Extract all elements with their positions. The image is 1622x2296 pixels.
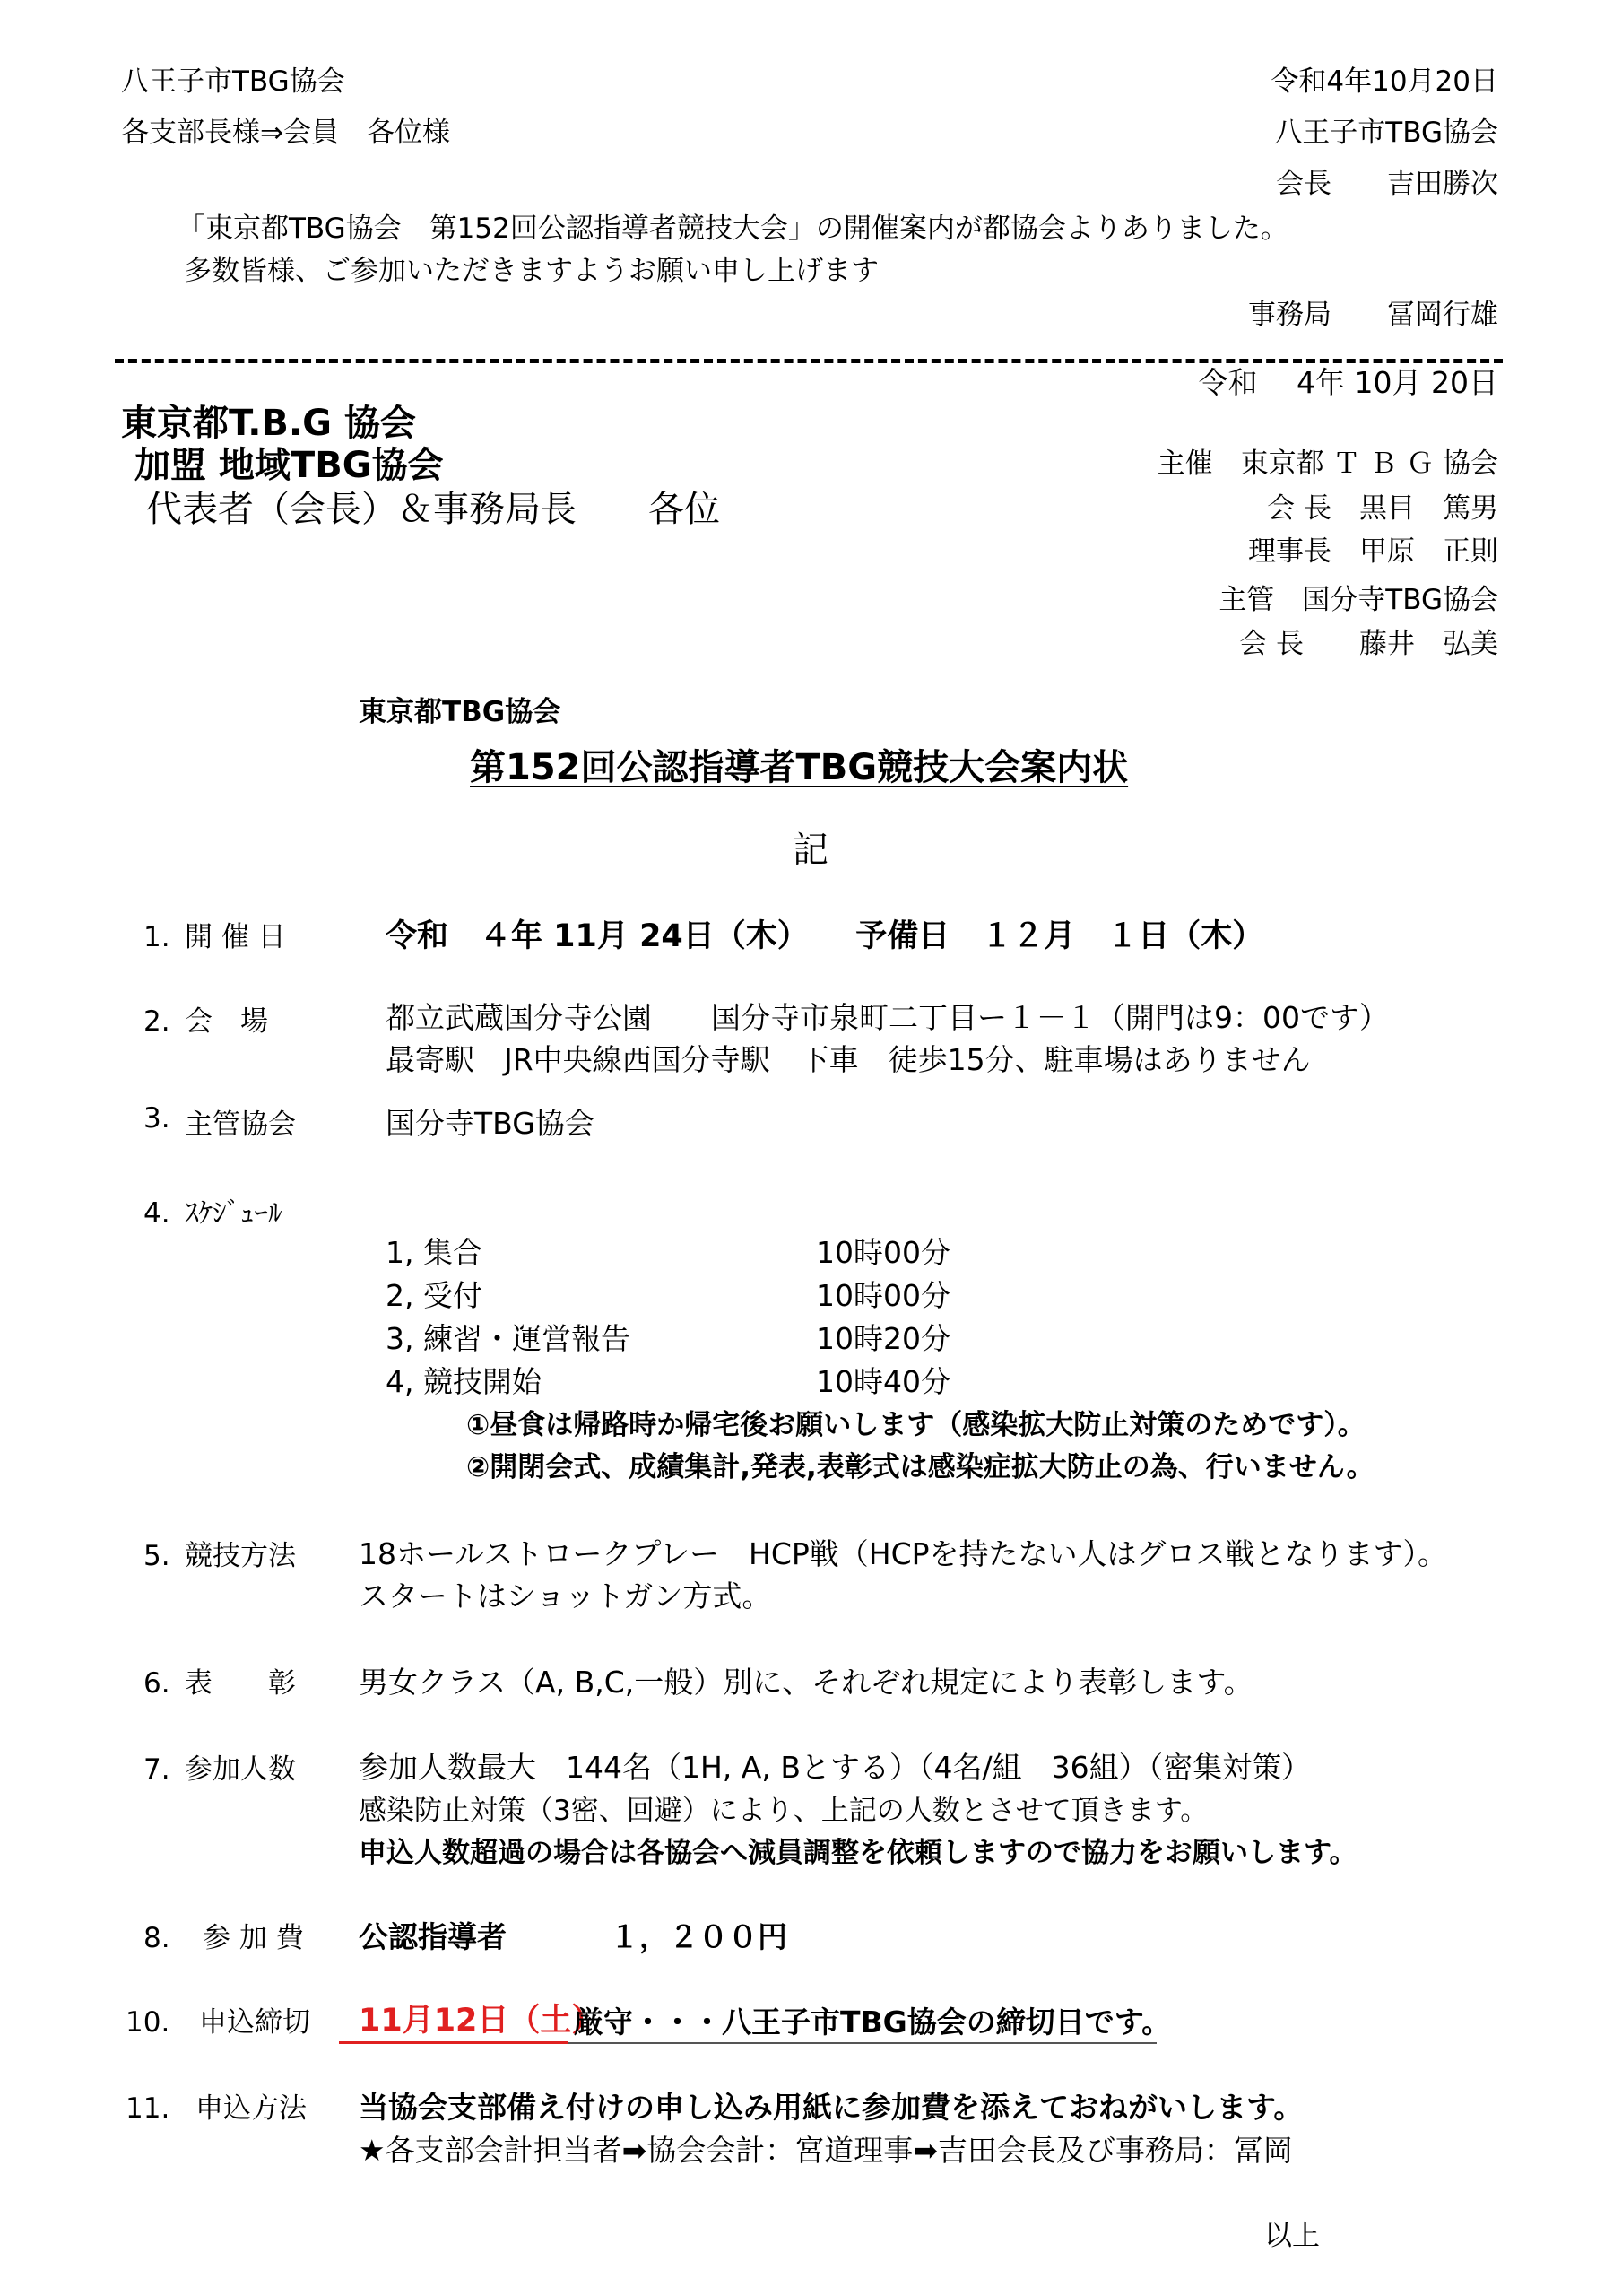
item-method-value2: スタートはショットガン方式。 xyxy=(359,1578,772,1613)
item-application-value2: ★各支部会計担当者➡協会会計：宮道理事➡吉田会長及び事務局：冨岡 xyxy=(359,2133,1293,2168)
addressee-line3: 代表者（会長）＆事務局長 各位 xyxy=(146,489,720,530)
item-participants-value3: 申込人数超過の場合は各協会へ減員調整を依頼しますので協力をお願いします。 xyxy=(359,1837,1357,1869)
deadline-date: 11月12日（土） xyxy=(359,2003,603,2039)
memo-office: 事務局 冨岡行雄 xyxy=(1248,299,1498,331)
host-president: 会 長 藤井 弘美 xyxy=(1239,628,1498,660)
item-schedule-label: ｽｹｼﾞｭｰﾙ xyxy=(185,1197,282,1230)
schedule-row-time: 10時00分 xyxy=(816,1235,950,1270)
memo-from-org: 八王子市TBG協会 xyxy=(1274,117,1498,149)
schedule-row-time: 10時20分 xyxy=(816,1321,950,1356)
schedule-note2: ②開閉会式、成績集計,発表,表彰式は感染症拡大防止の為、行いません。 xyxy=(466,1451,1375,1483)
schedule-row-item: 1, 集合 xyxy=(386,1235,482,1270)
sponsor-chairman: 理事長 甲原 正則 xyxy=(1248,535,1498,568)
item-host-label: 主管協会 xyxy=(185,1109,296,1141)
schedule-row-item: 3, 練習・運営報告 xyxy=(386,1321,630,1356)
item-venue-value2: 最寄駅 JR中央線西国分寺駅 下車 徒歩15分、駐車場はありません xyxy=(386,1042,1311,1077)
item-fee-category: 公認指導者 xyxy=(359,1919,507,1954)
item-date-label: 開 催 日 xyxy=(185,921,286,953)
memo-recipients: 各支部長様⇒会員 各位様 xyxy=(121,117,450,149)
memo-org: 八王子市TBG協会 xyxy=(121,65,345,98)
item-deadline-num: 10. xyxy=(126,2006,170,2039)
addressee-line1: 東京都T.B.G 協会 xyxy=(121,403,416,444)
item-participants-value1: 参加人数最大 144名（1H, A, Bとする）（4名/組 36組）（密集対策） xyxy=(359,1750,1312,1785)
schedule-row-time: 10時00分 xyxy=(816,1278,950,1313)
item-venue-label: 会 場 xyxy=(185,1005,268,1038)
deadline-note: 厳守・・・八王子市TBG協会の締切日です。 xyxy=(574,2005,1172,2039)
schedule-row-item: 2, 受付 xyxy=(386,1278,482,1313)
item-fee-amount: １，２００円 xyxy=(610,1919,787,1954)
item-fee-num: 8. xyxy=(143,1922,170,1954)
item-date-num: 1. xyxy=(143,921,170,953)
item-fee-label: 参 加 費 xyxy=(203,1922,304,1954)
item-host-value: 国分寺TBG協会 xyxy=(386,1106,594,1141)
item-participants-num: 7. xyxy=(143,1753,170,1786)
item-schedule-num: 4. xyxy=(143,1197,170,1230)
notice-org-small: 東京都TBG協会 xyxy=(359,696,561,728)
memo-body-line2: 多数皆様、ご参加いただきますようお願い申し上げます xyxy=(184,255,879,287)
item-application-num: 11. xyxy=(126,2092,170,2125)
memo-date: 令和4年10月20日 xyxy=(1271,65,1498,98)
page-title: 第152回公認指導者TBG競技大会案内状 xyxy=(470,747,1129,788)
notice-date: 令和 4年 10月 20日 xyxy=(1198,365,1498,400)
memo-from-person: 会長 吉田勝次 xyxy=(1276,168,1498,200)
closing-text: 以上 xyxy=(1264,2220,1320,2252)
item-method-label: 競技方法 xyxy=(185,1540,296,1572)
item-participants-label: 参加人数 xyxy=(185,1753,296,1786)
host-org: 主管 国分寺TBG協会 xyxy=(1219,584,1498,616)
item-date-value: 令和 ４年 11月 24日（木） 予備日 １２月 １日（木） xyxy=(386,918,1264,954)
item-participants-value2: 感染防止対策（3密、回避）により、上記の人数とさせて頂きます。 xyxy=(359,1795,1209,1827)
schedule-note1: ①昼食は帰路時か帰宅後お願いします（感染拡大防止対策のためです）。 xyxy=(466,1409,1366,1441)
item-venue-num: 2. xyxy=(143,1005,170,1038)
schedule-row-item: 4, 競技開始 xyxy=(386,1364,542,1399)
item-award-num: 6. xyxy=(143,1667,170,1700)
dashed-separator xyxy=(115,359,1503,363)
item-deadline-label: 申込締切 xyxy=(199,2006,310,2039)
sponsor: 主催 東京都 Ｔ Ｂ Ｇ 協会 xyxy=(1157,448,1498,480)
sponsor-president: 会 長 黒目 篤男 xyxy=(1267,492,1498,525)
item-method-num: 5. xyxy=(143,1540,170,1572)
deadline-red-underline xyxy=(339,2041,568,2044)
item-award-value: 男女クラス（A, B,C,一般）別に、それぞれ規定により表彰します。 xyxy=(359,1665,1253,1700)
schedule-row-time: 10時40分 xyxy=(816,1364,950,1399)
ki-heading: 記 xyxy=(793,830,828,871)
addressee-line2: 加盟 地域TBG協会 xyxy=(134,445,444,486)
item-host-num: 3. xyxy=(143,1102,170,1135)
memo-body-line1: 「東京都TBG協会 第152回公認指導者競技大会」の開催案内が都協会よりありました。 xyxy=(178,213,1288,245)
item-application-label: 申込方法 xyxy=(195,2092,307,2125)
item-award-label: 表 彰 xyxy=(185,1667,296,1700)
item-venue-value1: 都立武蔵国分寺公園 国分寺市泉町二丁目ー１－１（開門は9：00です） xyxy=(386,1000,1389,1035)
item-method-value1: 18ホールストロークプレー HCP戦（HCPを持たない人はグロス戦となります）。 xyxy=(359,1536,1448,1571)
item-application-value1: 当協会支部備え付けの申し込み用紙に参加費を添えておねがいします。 xyxy=(359,2090,1304,2125)
